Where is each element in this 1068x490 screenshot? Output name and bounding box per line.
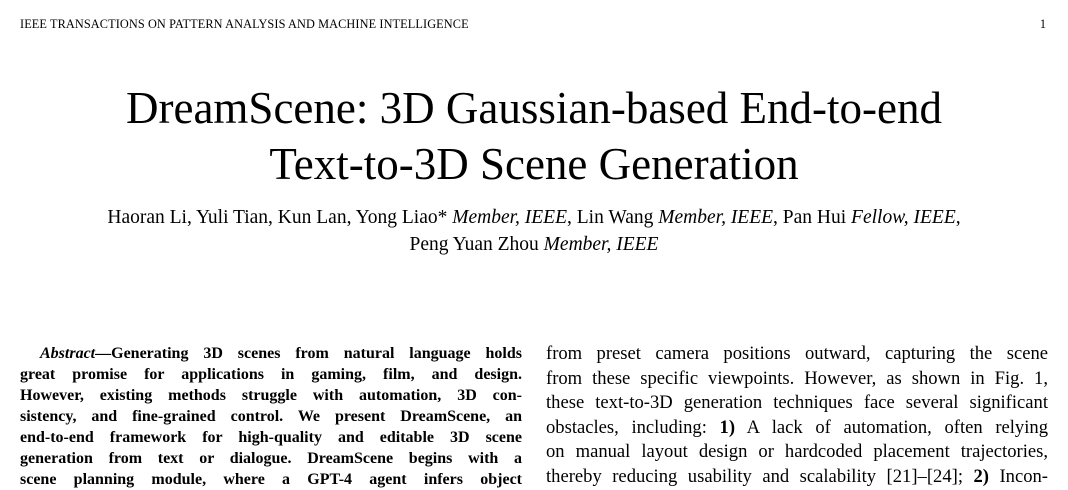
body-text-line xyxy=(546,416,1048,441)
text-run: Incon- xyxy=(988,465,1049,487)
page-number: 1 xyxy=(1039,17,1046,31)
abstract-line: However, existing methods struggle with automation, 3D con- xyxy=(20,387,522,404)
abstract-line: generation from text or dialogue. DreamScene begins with a xyxy=(20,450,522,467)
abstract-label: Abstract xyxy=(40,345,96,362)
title-line-2: Text-to-3D Scene Generation xyxy=(269,139,799,189)
text-run: these text-to-3D generation techniques face several significant xyxy=(546,392,1048,414)
text-run: from preset camera positions outward, capturing the scene xyxy=(546,343,1048,364)
text-run: A lack of automation, often relying xyxy=(735,416,1048,438)
list-marker: 2) xyxy=(973,465,989,487)
text-run: obstacles, including: xyxy=(546,416,720,438)
text-run: on manual layout design or hardcoded placement trajectories, xyxy=(546,441,1048,463)
author-list xyxy=(0,204,1068,258)
abstract-line: sistency, and fine-grained control. We present DreamScene, an xyxy=(20,408,522,425)
paper-title xyxy=(0,80,1068,192)
abstract xyxy=(20,343,522,488)
author-role: Member, IEEE xyxy=(543,234,659,255)
body-text-line xyxy=(546,465,1048,490)
author-role: Member, IEEE xyxy=(658,207,774,228)
abstract-line: Abstract—Generating 3D scenes from natural language holds xyxy=(40,345,522,362)
text-run: thereby reducing usability and scalability [21]–[24]; xyxy=(546,465,974,487)
author-name: , Pan Hui xyxy=(773,207,852,228)
author-role: Fellow, IEEE xyxy=(851,207,956,228)
body-text-line xyxy=(546,391,1048,416)
author-name: , Lin Wang xyxy=(567,207,659,228)
body-text-line xyxy=(546,342,1048,367)
author-role: Member, IEEE xyxy=(452,207,568,228)
author-line-1 xyxy=(0,204,1068,231)
author-line-2 xyxy=(0,231,1068,258)
abstract-line: scene planning module, where a GPT-4 agent infers object xyxy=(20,471,522,488)
running-header-journal: IEEE TRANSACTIONS ON PATTERN ANALYSIS AND MACHINE INTELLIGENCE xyxy=(20,17,469,31)
body-text-line xyxy=(546,440,1048,465)
author-separator: , xyxy=(955,207,961,228)
abstract-line: end-to-end framework for high-quality and editable 3D scene xyxy=(20,429,522,446)
text-run: from these specific viewpoints. However, as shown in Fig. 1, xyxy=(546,367,1048,389)
author-name: Haoran Li, Yuli Tian, Kun Lan, Yong Liao* xyxy=(107,207,453,228)
title-line-1: DreamScene: 3D Gaussian-based End-to-end xyxy=(126,83,942,133)
body-text-line xyxy=(546,367,1048,392)
abstract-line: great promise for applications in gaming, film, and design. xyxy=(20,366,522,383)
author-name: Peng Yuan Zhou xyxy=(409,234,544,255)
body-text-right-column xyxy=(546,342,1049,487)
list-marker: 1) xyxy=(719,416,736,438)
